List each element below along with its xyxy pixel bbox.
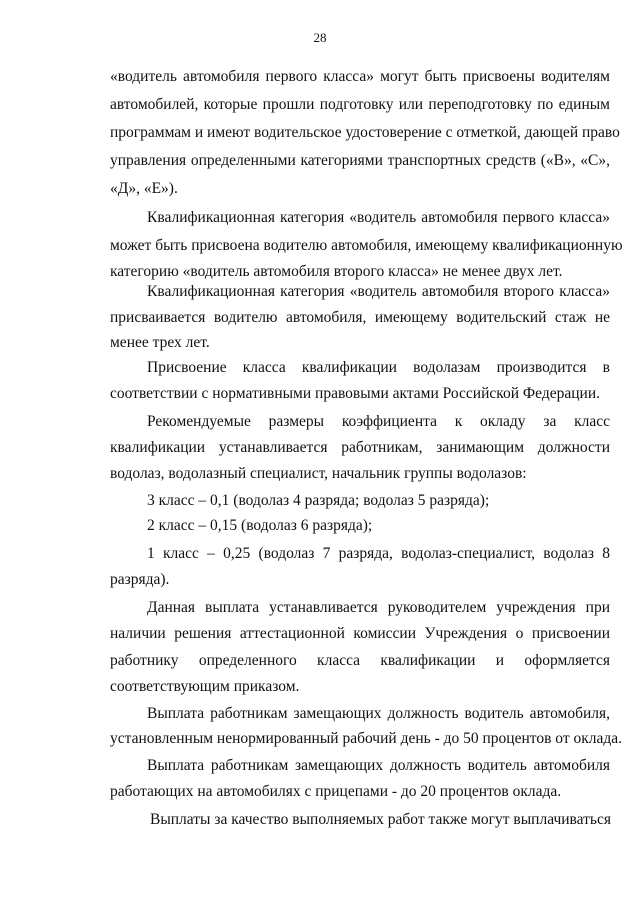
text-line: Выплата работникам замещающих должность водитель автомобиля,	[147, 705, 610, 722]
text-line: автомобилей, которые прошли подготовку или переподготовку по единым	[110, 96, 610, 113]
text-line: соответствии с нормативными правовыми актами Российской Федерации.	[110, 385, 600, 402]
text-line: установленным ненормированный рабочий день - до 50 процентов от оклада.	[110, 730, 622, 747]
text-line: Рекомендуемые размеры коэффициента к окладу за класс	[147, 413, 610, 430]
text-line: работающих на автомобилях с прицепами - до 20 процентов оклада.	[110, 783, 562, 800]
text-line: менее трех лет.	[110, 334, 210, 351]
text-line: «Д», «Е»).	[110, 180, 178, 197]
text-line: Присвоение класса квалификации водолазам производится в	[147, 359, 610, 376]
list-item: 1 класс – 0,25 (водолаз 7 разряда, водолаз-специалист, водолаз 8	[147, 545, 610, 562]
text-line: программам и имеют водительское удостоверение с отметкой, дающей право	[110, 124, 620, 141]
text-line: Квалификационная категория «водитель автомобиля первого класса»	[147, 209, 610, 226]
list-item: 3 класс – 0,1 (водолаз 4 разряда; водолаз 5 разряда);	[147, 492, 490, 509]
text-line: «водитель автомобиля первого класса» могут быть присвоены водителям	[110, 68, 610, 85]
text-line: соответствующим приказом.	[110, 678, 300, 695]
text-line: категорию «водитель автомобиля второго класса» не менее двух лет.	[110, 263, 563, 280]
text-line: Данная выплата устанавливается руководителем учреждения при	[147, 599, 610, 616]
text-line: разряда).	[110, 571, 170, 588]
page-number: 28	[313, 30, 327, 45]
text-line: управления определенными категориями транспортных средств («В», «С»,	[110, 152, 610, 169]
text-line: водолаз, водолазный специалист, начальник группы водолазов:	[110, 465, 527, 482]
list-item: 2 класс – 0,15 (водолаз 6 разряда);	[147, 517, 373, 534]
text-line: Квалификационная категория «водитель автомобиля второго класса»	[147, 283, 610, 300]
text-line: Выплаты за качество выполняемых работ также могут выплачиваться	[150, 811, 611, 828]
text-line: наличии решения аттестационной комиссии Учреждения о присвоении	[110, 625, 610, 642]
text-line: Выплата работникам замещающих должность водитель автомобиля	[147, 757, 610, 774]
text-line: может быть присвоена водителю автомобиля, имеющему квалификационную	[110, 237, 623, 254]
text-line: работнику определенного класса квалификации и оформляется	[110, 652, 610, 669]
text-line: квалификации устанавливается работникам, занимающим должности	[110, 439, 610, 456]
text-line: присваивается водителю автомобиля, имеющему водительский стаж не	[110, 309, 610, 326]
